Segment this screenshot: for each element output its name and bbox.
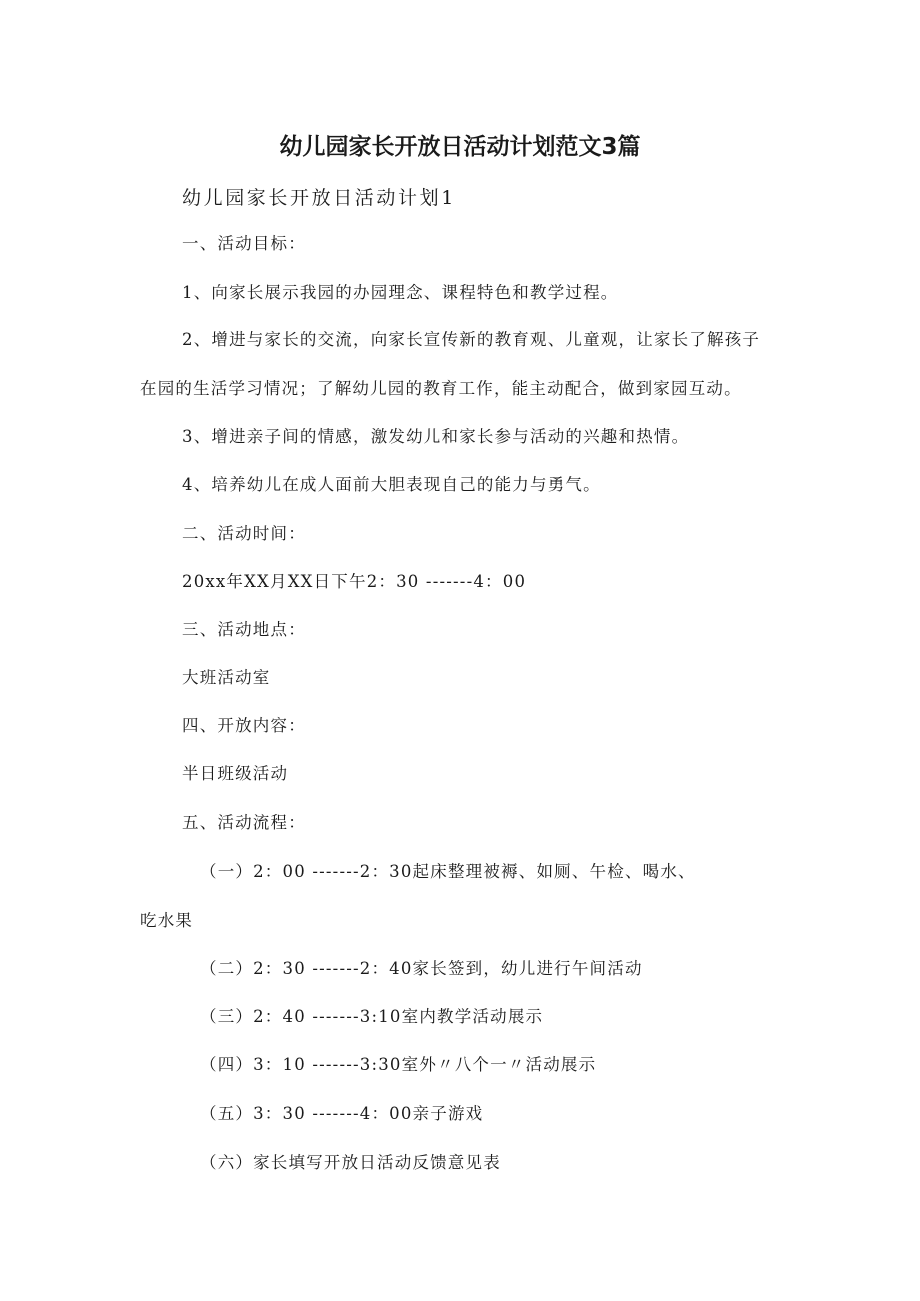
heading-time: 二、活动时间：: [182, 524, 306, 543]
heading-location: 三、活动地点：: [182, 620, 306, 639]
process-step-4: （四）3：10 -------3:30室外〃八个一〃活动展示: [200, 1055, 597, 1074]
document-title: 幼儿园家长开放日活动计划范文3篇: [279, 134, 641, 160]
heading-goals: 一、活动目标：: [182, 234, 306, 253]
process-step-3: （三）2：40 -------3:10室内教学活动展示: [200, 1007, 544, 1026]
goal-item-2-continued: 在园的生活学习情况；了解幼儿园的教育工作，能主动配合，做到家园互动。: [140, 379, 742, 398]
heading-process: 五、活动流程：: [182, 813, 306, 832]
goal-item-3: 3、增进亲子间的情感，激发幼儿和家长参与活动的兴趣和热情。: [182, 427, 690, 446]
goal-item-2: 2、增进与家长的交流，向家长宣传新的教育观、儿童观，让家长了解孩子: [182, 330, 761, 349]
activity-time: 20xx年XX月XX日下午2：30 -------4：00: [182, 572, 527, 591]
heading-content: 四、开放内容：: [182, 716, 306, 735]
activity-content: 半日班级活动: [182, 764, 289, 783]
section-heading: 幼儿园家长开放日活动计划1: [182, 187, 456, 209]
activity-location: 大班活动室: [182, 668, 271, 687]
goal-item-1: 1、向家长展示我园的办园理念、课程特色和教学过程。: [182, 283, 619, 302]
process-step-2: （二）2：30 -------2：40家长签到，幼儿进行午间活动: [200, 959, 643, 978]
process-step-1-continued: 吃水果: [140, 911, 194, 930]
process-step-6: （六）家长填写开放日活动反馈意见表: [200, 1153, 501, 1172]
goal-item-4: 4、培养幼儿在成人面前大胆表现自己的能力与勇气。: [182, 475, 601, 494]
process-step-1: （一）2：00 -------2：30起床整理被褥、如厕、午检、喝水、: [200, 862, 696, 881]
process-step-5: （五）3：30 -------4：00亲子游戏: [200, 1104, 484, 1123]
